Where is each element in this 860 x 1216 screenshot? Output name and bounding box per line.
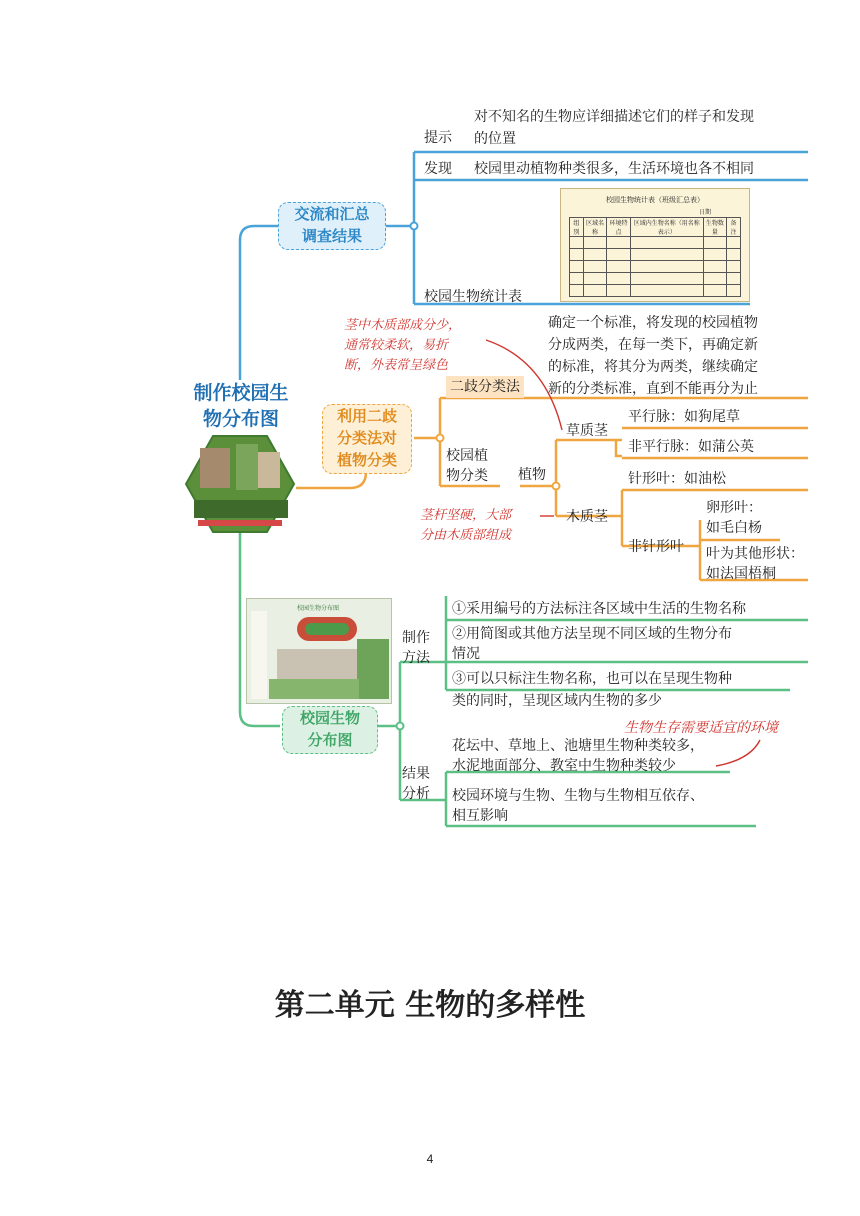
herb-stem-label: 草质茎 [566,423,608,439]
note-woody-stem [420,506,511,546]
branch-dichotomous-classification [322,404,412,474]
method-2-line2: 情况 [452,646,480,662]
method-1-text: ①采用编号的方法标注各区域中生活的生物名称 [452,601,746,617]
result-2-line2: 相互影响 [452,808,508,824]
make-method-label [402,628,430,668]
woody-stem-label: 木质茎 [566,509,608,525]
map-trees [269,679,359,699]
method-2-line1: ②用简图或其他方法呈现不同区域的生物分布 [452,626,732,642]
method-dichotomous-label: 二歧分类法 [446,376,524,398]
tip-text-line1: 对不知名的生物应详细描述它们的样子和发现 [474,109,754,125]
map-field [305,623,349,635]
parallel-vein-text: 平行脉：如狗尾草 [628,409,740,425]
method-dichotomous-text [548,312,758,400]
stat-header-env: 环境特点 [607,218,630,237]
school-plants-line1: 校园植 [446,448,488,464]
stat-row [570,237,741,249]
branch-distribution-line1: 校园生物 [299,709,360,727]
note-herb-line: 茎中木质部成分少， [344,318,462,333]
branch-dichotomous-line3: 植物分类 [336,451,397,469]
method-text-line: 的标准，将其分为两类，继续确定 [548,359,758,375]
school-plants-label [446,446,488,486]
non-needle-leaf-label: 非针形叶 [628,539,684,555]
root-title-line2: 物分布图 [202,408,279,430]
result-2-line1: 校园环境与生物、生物与生物相互依存、 [452,788,704,804]
branch-exchange-summary [278,202,386,250]
branch-distribution-map [282,706,378,754]
page-number: 4 [426,1152,434,1166]
note-herb-stem [344,316,461,376]
stat-header-group: 组别 [570,218,584,237]
method-3-line1: ③可以只标注生物名称，也可以在呈现生物种 [452,671,732,687]
other-leaf-line2: 如法国梧桐 [706,566,776,582]
stat-table-label: 校园生物统计表 [424,289,522,305]
school-plants-line2: 物分类 [446,468,488,484]
campus-map-image [246,598,392,704]
note-herb-line: 通常较柔软，易折 [344,338,449,353]
ovate-leaf-text [706,498,762,538]
root-title [176,380,306,432]
branch-distribution-line2: 分布图 [307,731,353,749]
found-label: 发现 [424,161,452,177]
note-woody-line: 分由木质部组成 [420,528,512,543]
stat-table-grid [569,217,741,297]
stat-row [570,261,741,273]
other-leaf-text [706,544,804,584]
result-1-text [452,736,704,776]
needle-leaf-text: 针形叶：如油松 [628,471,726,487]
other-leaf-line1: 叶为其他形状： [706,546,804,562]
ovate-leaf-line2: 如毛白杨 [706,520,762,536]
note-herb-line: 断，外表常呈绿色 [344,358,449,373]
branch-exchange-summary-line1: 交流和汇总 [294,205,370,223]
result-analysis-line2: 分析 [402,786,430,802]
note-woody-line: 茎杆坚硬，大部 [420,508,512,523]
result-1-line2: 水泥地面部分、教室中生物种类较少 [452,758,676,774]
unit-heading: 第二单元 生物的多样性 [274,988,586,1023]
non-parallel-vein-text: 非平行脉：如蒲公英 [628,439,754,455]
result-analysis-line1: 结果 [402,766,430,782]
result-1-line1: 花坛中、草地上、池塘里生物种类较多， [452,738,704,754]
method-text-line: 确定一个标准，将发现的校园植物 [548,315,758,331]
campus-map-title: 校园生物分布图 [297,605,340,612]
result-2-text [452,786,704,826]
stat-header-count: 生物数量 [703,218,726,237]
stat-table-date: 日期 [699,209,712,216]
stat-header-notes: 备注 [727,218,741,237]
map-buildings [277,649,357,679]
plants-label: 植物 [518,467,546,483]
branch-dichotomous-line2: 分类法对 [336,429,397,447]
make-method-line1: 制作 [402,630,430,646]
stat-table-image [560,188,750,302]
method-3-line2: 类的同时，呈现区域内生物的多少 [452,693,662,709]
map-legend [251,611,267,699]
method-text-line: 新的分类标准，直到不能再分为止 [548,381,758,397]
method-3-text [452,668,732,712]
stat-row [570,285,741,297]
root-title-line1: 制作校园生 [193,382,289,404]
method-text-line: 分成两类，在每一类下，再确定新 [548,337,758,353]
result-analysis-label [402,764,430,804]
branch-exchange-summary-line2: 调查结果 [301,227,362,245]
stat-table-title: 校园生物统计表（班级汇总表） [606,196,704,204]
tip-label: 提示 [424,130,452,146]
ovate-leaf-line1: 卵形叶： [706,500,762,516]
note-environment: 生物生存需要适宜的环境 [624,720,778,736]
stat-row [570,249,741,261]
stat-header-species: 区域内生物名称（用名称表示） [630,218,703,237]
stat-header-area: 区域名称 [583,218,606,237]
make-method-line2: 方法 [402,650,430,666]
tip-text-line2: 的位置 [474,131,516,147]
method-2-text [452,624,732,664]
found-text: 校园里动植物种类很多，生活环境也各不相同 [474,161,754,177]
stat-row [570,273,741,285]
map-trees [357,639,389,699]
branch-dichotomous-line1: 利用二歧 [336,407,397,425]
